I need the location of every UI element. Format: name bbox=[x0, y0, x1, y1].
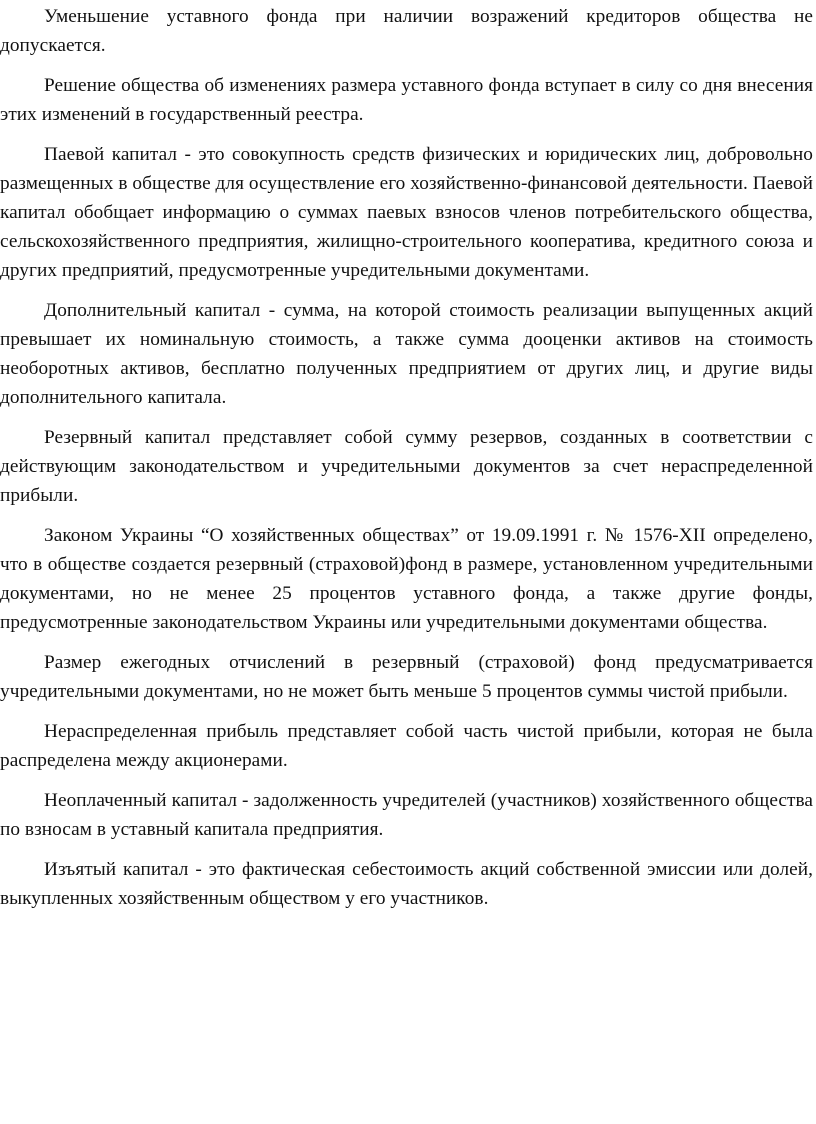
paragraph-charter-fund-reduction: Уменьшение уставного фонда при наличии возражений кредиторов общества не допускается. bbox=[0, 6, 813, 56]
paragraph-additional-capital: Дополнительный капитал - сумма, на которой стоимость реализации выпущенных акций превышает их номинальную стоимость, а также сумма дооценки активов на стоимость необоротных активов, бесплатно полученных предприятием от других лиц, и другие виды дополнительного капитала. bbox=[0, 300, 813, 408]
paragraph-withdrawn-capital: Изъятый капитал - это фактическая себестоимость акций собственной эмиссии или долей, выкупленных хозяйственным обществом у его участников. bbox=[0, 859, 813, 909]
paragraph-reserve-capital: Резервный капитал представляет собой сумму резервов, созданных в соответствии с действующим законодательством и учредительными документов за счет нераспределенной прибыли. bbox=[0, 427, 813, 506]
document-body bbox=[0, 2, 813, 924]
paragraph-share-capital: Паевой капитал - это совокупность средств физических и юридических лиц, добровольно размещенных в обществе для осуществление его хозяйственно-финансовой деятельности. Паевой капитал обобщает информацию о суммах паевых взносов членов потребительского общества, сельскохозяйственного предприятия, жилищно-строительного кооператива, кредитного союза и других предприятий, предусмотренные учредительными документами. bbox=[0, 144, 813, 281]
paragraph-unpaid-capital: Неоплаченный капитал - задолженность учредителей (участников) хозяйственного общества по взносам в уставный капитала предприятия. bbox=[0, 790, 813, 840]
paragraph-law-reference: Законом Украины “О хозяйственных обществах” от 19.09.1991 г. № 1576-XII определено, что в обществе создается резервный (страховой)фонд в размере, установленном учредительными документами, но не менее 25 процентов уставного фонда, а также другие фонды, предусмотренные законодательством Украины или учредительными документами общества. bbox=[0, 525, 813, 633]
paragraph-reserve-deductions: Размер ежегодных отчислений в резервный (страховой) фонд предусматривается учредительными документами, но не может быть меньше 5 процентов суммы чистой прибыли. bbox=[0, 652, 813, 702]
paragraph-retained-earnings: Нераспределенная прибыль представляет собой часть чистой прибыли, которая не была распределена между акционерами. bbox=[0, 721, 813, 771]
paragraph-charter-fund-changes: Решение общества об изменениях размера уставного фонда вступает в силу со дня внесения этих изменений в государственный реестра. bbox=[0, 75, 813, 125]
